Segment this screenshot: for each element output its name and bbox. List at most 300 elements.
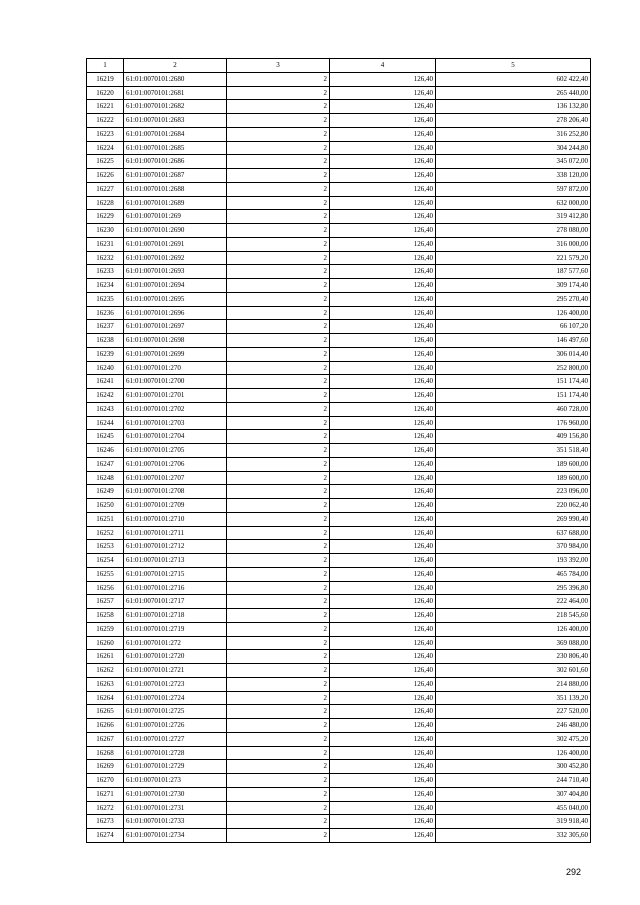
area-cell: 126,40 [330,402,436,416]
area-cell: 126,40 [330,829,436,843]
table-row [87,554,591,568]
count-cell: 2 [227,430,330,444]
cadastral-number-cell: 61:01:0070101:2715 [124,567,227,581]
row-number-cell: 16265 [87,705,124,719]
value-cell: 220 062,40 [436,499,591,513]
cadastral-number-cell: 61:01:0070101:2707 [124,471,227,485]
value-cell: 409 156,80 [436,430,591,444]
table-row [87,237,591,251]
cadastral-number-cell: 61:01:0070101:2719 [124,622,227,636]
table-row [87,746,591,760]
area-cell: 126,40 [330,471,436,485]
count-cell: 2 [227,581,330,595]
cadastral-number-cell: 61:01:0070101:2712 [124,540,227,554]
row-number-cell: 16259 [87,622,124,636]
area-cell: 126,40 [330,609,436,623]
value-cell: 126 400,00 [436,306,591,320]
count-cell: 2 [227,141,330,155]
area-cell: 126,40 [330,251,436,265]
count-cell: 2 [227,457,330,471]
cadastral-number-cell: 61:01:0070101:2696 [124,306,227,320]
cadastral-number-cell: 61:01:0070101:2729 [124,760,227,774]
cadastral-number-cell: 61:01:0070101:2690 [124,224,227,238]
count-cell: 2 [227,622,330,636]
table-row [87,292,591,306]
area-cell: 126,40 [330,72,436,86]
value-cell: 300 452,80 [436,760,591,774]
count-cell: 2 [227,760,330,774]
row-number-cell: 16270 [87,774,124,788]
row-number-cell: 16261 [87,650,124,664]
row-number-cell: 16272 [87,801,124,815]
area-cell: 126,40 [330,815,436,829]
row-number-cell: 16260 [87,636,124,650]
value-cell: 246 480,00 [436,719,591,733]
area-cell: 126,40 [330,691,436,705]
table-row [87,815,591,829]
table-row [87,306,591,320]
value-cell: 465 784,00 [436,567,591,581]
area-cell: 126,40 [330,650,436,664]
value-cell: 370 984,00 [436,540,591,554]
count-cell: 2 [227,86,330,100]
cadastral-number-cell: 61:01:0070101:2685 [124,141,227,155]
value-cell: 193 392,00 [436,554,591,568]
cadastral-number-cell: 61:01:0070101:2708 [124,485,227,499]
value-cell: 151 174,40 [436,389,591,403]
value-cell: 309 174,40 [436,279,591,293]
table-row [87,114,591,128]
count-cell: 2 [227,636,330,650]
table-row [87,636,591,650]
table-row [87,196,591,210]
cadastral-number-cell: 61:01:0070101:2682 [124,100,227,114]
row-number-cell: 16264 [87,691,124,705]
row-number-cell: 16220 [87,86,124,100]
area-cell: 126,40 [330,306,436,320]
area-cell: 126,40 [330,114,436,128]
area-cell: 126,40 [330,86,436,100]
cadastral-number-cell: 61:01:0070101:2692 [124,251,227,265]
area-cell: 126,40 [330,389,436,403]
count-cell: 2 [227,416,330,430]
value-cell: 278 080,00 [436,224,591,238]
cadastral-number-cell: 61:01:0070101:2704 [124,430,227,444]
value-cell: 460 728,00 [436,402,591,416]
row-number-cell: 16235 [87,292,124,306]
column-header-5: 5 [436,59,591,73]
value-cell: 278 206,40 [436,114,591,128]
value-cell: 126 400,00 [436,746,591,760]
cadastral-number-cell: 61:01:0070101:273 [124,774,227,788]
area-cell: 126,40 [330,581,436,595]
value-cell: 351 518,40 [436,444,591,458]
count-cell: 2 [227,182,330,196]
value-cell: 632 000,00 [436,196,591,210]
area-cell: 126,40 [330,719,436,733]
value-cell: 455 040,00 [436,801,591,815]
value-cell: 369 088,00 [436,636,591,650]
cadastral-number-cell: 61:01:0070101:2720 [124,650,227,664]
cadastral-number-cell: 61:01:0070101:2723 [124,677,227,691]
value-cell: 306 014,40 [436,347,591,361]
table-row [87,169,591,183]
table-row [87,347,591,361]
cadastral-number-cell: 61:01:0070101:269 [124,210,227,224]
cadastral-number-cell: 61:01:0070101:272 [124,636,227,650]
area-cell: 126,40 [330,705,436,719]
table-row [87,801,591,815]
cadastral-number-cell: 61:01:0070101:2702 [124,402,227,416]
count-cell: 2 [227,526,330,540]
table-row [87,787,591,801]
count-cell: 2 [227,829,330,843]
area-cell: 126,40 [330,334,436,348]
table-row [87,677,591,691]
table-row [87,774,591,788]
area-cell: 126,40 [330,677,436,691]
value-cell: 126 400,00 [436,622,591,636]
count-cell: 2 [227,375,330,389]
row-number-cell: 16257 [87,595,124,609]
table-row [87,691,591,705]
row-number-cell: 16243 [87,402,124,416]
row-number-cell: 16225 [87,155,124,169]
row-number-cell: 16245 [87,430,124,444]
count-cell: 2 [227,402,330,416]
area-cell: 126,40 [330,265,436,279]
value-cell: 189 600,00 [436,457,591,471]
area-cell: 126,40 [330,155,436,169]
value-cell: 230 806,40 [436,650,591,664]
count-cell: 2 [227,265,330,279]
area-cell: 126,40 [330,499,436,513]
count-cell: 2 [227,650,330,664]
area-cell: 126,40 [330,595,436,609]
area-cell: 126,40 [330,774,436,788]
value-cell: 316 000,00 [436,237,591,251]
count-cell: 2 [227,471,330,485]
row-number-cell: 16268 [87,746,124,760]
table-row [87,457,591,471]
value-cell: 637 688,00 [436,526,591,540]
table-row [87,210,591,224]
cadastral-number-cell: 61:01:0070101:2706 [124,457,227,471]
cadastral-number-cell: 61:01:0070101:2721 [124,664,227,678]
cadastral-number-cell: 61:01:0070101:2691 [124,237,227,251]
row-number-cell: 16240 [87,361,124,375]
table-row [87,540,591,554]
count-cell: 2 [227,746,330,760]
table-row [87,100,591,114]
count-cell: 2 [227,595,330,609]
row-number-cell: 16266 [87,719,124,733]
table-row [87,732,591,746]
count-cell: 2 [227,554,330,568]
row-number-cell: 16238 [87,334,124,348]
count-cell: 2 [227,485,330,499]
row-number-cell: 16224 [87,141,124,155]
value-cell: 269 990,40 [436,512,591,526]
table-body [87,72,591,842]
value-cell: 602 422,40 [436,72,591,86]
row-number-cell: 16255 [87,567,124,581]
area-cell: 126,40 [330,760,436,774]
area-cell: 126,40 [330,141,436,155]
value-cell: 319 918,40 [436,815,591,829]
count-cell: 2 [227,334,330,348]
area-cell: 126,40 [330,196,436,210]
table-row [87,141,591,155]
row-number-cell: 16219 [87,72,124,86]
row-number-cell: 16254 [87,554,124,568]
value-cell: 244 710,40 [436,774,591,788]
cadastral-number-cell: 61:01:0070101:2728 [124,746,227,760]
area-cell: 126,40 [330,416,436,430]
count-cell: 2 [227,815,330,829]
row-number-cell: 16247 [87,457,124,471]
row-number-cell: 16253 [87,540,124,554]
table-row [87,650,591,664]
column-header-2: 2 [124,59,227,73]
count-cell: 2 [227,664,330,678]
row-number-cell: 16236 [87,306,124,320]
count-cell: 2 [227,609,330,623]
row-number-cell: 16269 [87,760,124,774]
area-cell: 126,40 [330,512,436,526]
row-number-cell: 16227 [87,182,124,196]
cadastral-number-cell: 61:01:0070101:2710 [124,512,227,526]
cadastral-number-cell: 61:01:0070101:2681 [124,86,227,100]
row-number-cell: 16242 [87,389,124,403]
cadastral-number-cell: 61:01:0070101:2703 [124,416,227,430]
count-cell: 2 [227,210,330,224]
table-row [87,622,591,636]
count-cell: 2 [227,237,330,251]
row-number-cell: 16221 [87,100,124,114]
table-row [87,375,591,389]
row-number-cell: 16222 [87,114,124,128]
table-row [87,526,591,540]
cadastral-number-cell: 61:01:0070101:2726 [124,719,227,733]
table-row [87,430,591,444]
cadastral-number-cell: 61:01:0070101:2733 [124,815,227,829]
value-cell: 319 412,80 [436,210,591,224]
row-number-cell: 16244 [87,416,124,430]
area-cell: 126,40 [330,347,436,361]
value-cell: 189 600,00 [436,471,591,485]
cadastral-number-cell: 61:01:0070101:2731 [124,801,227,815]
row-number-cell: 16263 [87,677,124,691]
table-row [87,86,591,100]
row-number-cell: 16250 [87,499,124,513]
area-cell: 126,40 [330,622,436,636]
count-cell: 2 [227,512,330,526]
row-number-cell: 16248 [87,471,124,485]
value-cell: 252 800,00 [436,361,591,375]
row-number-cell: 16234 [87,279,124,293]
table-row [87,595,591,609]
value-cell: 597 872,00 [436,182,591,196]
count-cell: 2 [227,292,330,306]
count-cell: 2 [227,499,330,513]
area-cell: 126,40 [330,292,436,306]
row-number-cell: 16246 [87,444,124,458]
area-cell: 126,40 [330,320,436,334]
count-cell: 2 [227,224,330,238]
value-cell: 332 305,60 [436,829,591,843]
count-cell: 2 [227,774,330,788]
value-cell: 295 270,40 [436,292,591,306]
page-number: 292 [566,867,582,877]
table-row [87,224,591,238]
row-number-cell: 16262 [87,664,124,678]
count-cell: 2 [227,196,330,210]
area-cell: 126,40 [330,746,436,760]
table-row [87,72,591,86]
column-header-4: 4 [330,59,436,73]
cadastral-number-cell: 61:01:0070101:2697 [124,320,227,334]
row-number-cell: 16231 [87,237,124,251]
cadastral-number-cell: 61:01:0070101:2701 [124,389,227,403]
row-number-cell: 16226 [87,169,124,183]
area-cell: 126,40 [330,224,436,238]
row-number-cell: 16273 [87,815,124,829]
area-cell: 126,40 [330,567,436,581]
area-cell: 126,40 [330,732,436,746]
count-cell: 2 [227,320,330,334]
cadastral-number-cell: 61:01:0070101:2713 [124,554,227,568]
value-cell: 338 120,00 [436,169,591,183]
row-number-cell: 16274 [87,829,124,843]
row-number-cell: 16267 [87,732,124,746]
value-cell: 176 960,00 [436,416,591,430]
count-cell: 2 [227,705,330,719]
row-number-cell: 16230 [87,224,124,238]
row-number-cell: 16252 [87,526,124,540]
table-row [87,719,591,733]
row-number-cell: 16232 [87,251,124,265]
cadastral-number-cell: 61:01:0070101:2695 [124,292,227,306]
count-cell: 2 [227,127,330,141]
cadastral-number-cell: 61:01:0070101:2725 [124,705,227,719]
value-cell: 187 577,60 [436,265,591,279]
cadastral-number-cell: 61:01:0070101:2730 [124,787,227,801]
area-cell: 126,40 [330,237,436,251]
table-row [87,567,591,581]
table-header-row [87,59,591,73]
table-row [87,485,591,499]
table-row [87,581,591,595]
row-number-cell: 16271 [87,787,124,801]
area-cell: 126,40 [330,787,436,801]
value-cell: 223 096,00 [436,485,591,499]
value-cell: 351 139,20 [436,691,591,705]
cadastral-number-cell: 61:01:0070101:2683 [124,114,227,128]
cadastral-number-cell: 61:01:0070101:2687 [124,169,227,183]
table-row [87,402,591,416]
table-row [87,705,591,719]
cadastral-number-cell: 61:01:0070101:2709 [124,499,227,513]
value-cell: 214 880,00 [436,677,591,691]
cadastral-number-cell: 61:01:0070101:2734 [124,829,227,843]
count-cell: 2 [227,787,330,801]
count-cell: 2 [227,801,330,815]
area-cell: 126,40 [330,127,436,141]
table-row [87,334,591,348]
value-cell: 345 072,00 [436,155,591,169]
value-cell: 304 244,80 [436,141,591,155]
area-cell: 126,40 [330,361,436,375]
count-cell: 2 [227,114,330,128]
table-row [87,664,591,678]
table-row [87,499,591,513]
cadastral-number-cell: 61:01:0070101:270 [124,361,227,375]
table-row [87,389,591,403]
area-cell: 126,40 [330,210,436,224]
row-number-cell: 16258 [87,609,124,623]
row-number-cell: 16223 [87,127,124,141]
count-cell: 2 [227,279,330,293]
area-cell: 126,40 [330,182,436,196]
cadastral-number-cell: 61:01:0070101:2680 [124,72,227,86]
cadastral-number-cell: 61:01:0070101:2699 [124,347,227,361]
value-cell: 307 404,80 [436,787,591,801]
row-number-cell: 16241 [87,375,124,389]
value-cell: 295 396,80 [436,581,591,595]
cadastral-number-cell: 61:01:0070101:2717 [124,595,227,609]
count-cell: 2 [227,306,330,320]
cadastral-number-cell: 61:01:0070101:2718 [124,609,227,623]
count-cell: 2 [227,677,330,691]
count-cell: 2 [227,100,330,114]
table-row [87,127,591,141]
cadastral-table [86,58,591,843]
row-number-cell: 16229 [87,210,124,224]
area-cell: 126,40 [330,279,436,293]
area-cell: 126,40 [330,169,436,183]
cadastral-number-cell: 61:01:0070101:2716 [124,581,227,595]
count-cell: 2 [227,72,330,86]
area-cell: 126,40 [330,457,436,471]
area-cell: 126,40 [330,636,436,650]
cadastral-number-cell: 61:01:0070101:2694 [124,279,227,293]
table-row [87,155,591,169]
value-cell: 66 107,20 [436,320,591,334]
column-header-1: 1 [87,59,124,73]
count-cell: 2 [227,444,330,458]
value-cell: 302 601,60 [436,664,591,678]
value-cell: 316 252,80 [436,127,591,141]
value-cell: 222 464,00 [436,595,591,609]
row-number-cell: 16249 [87,485,124,499]
area-cell: 126,40 [330,664,436,678]
area-cell: 126,40 [330,485,436,499]
area-cell: 126,40 [330,430,436,444]
value-cell: 265 440,00 [436,86,591,100]
table-row [87,320,591,334]
count-cell: 2 [227,251,330,265]
table-row [87,760,591,774]
row-number-cell: 16237 [87,320,124,334]
count-cell: 2 [227,169,330,183]
cadastral-number-cell: 61:01:0070101:2688 [124,182,227,196]
column-header-3: 3 [227,59,330,73]
value-cell: 227 520,00 [436,705,591,719]
cadastral-number-cell: 61:01:0070101:2705 [124,444,227,458]
count-cell: 2 [227,389,330,403]
area-cell: 126,40 [330,801,436,815]
